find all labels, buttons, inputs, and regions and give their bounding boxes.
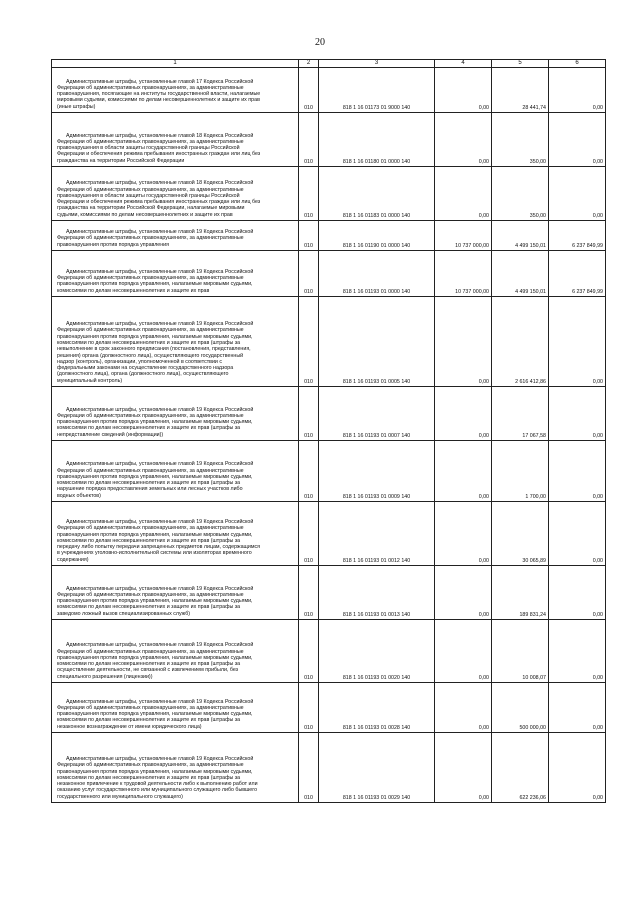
description-line: заведомо ложный вызов специализированных служб) [57, 610, 191, 617]
row-description [52, 502, 299, 566]
approved-amount-cell: 0,00 [435, 566, 492, 620]
description-line: муниципальный контроль) [57, 377, 123, 384]
description-line: специального разрешения (лицензии)) [57, 673, 153, 680]
description-line: Федерации об административных правонарушениях, за административные [57, 138, 244, 145]
row-description [52, 441, 299, 502]
approved-amount-cell: 0,00 [435, 167, 492, 221]
description-line: правонарушения против порядка управления, налагаемые мировыми судьями, [57, 531, 253, 538]
budget-code-cell: 818 1 16 01183 01 0000 140 [319, 167, 435, 221]
description-line: Федерации об административных правонарушениях, за административные [57, 591, 244, 598]
description-line: осуществление деятельности, не связанной с извлечением прибыли, без [57, 667, 239, 674]
row-description [52, 297, 299, 387]
description-line: правонарушения против порядка управления, налагаемые мировыми судьями, [57, 654, 253, 661]
description-line: комиссиями по делам несовершеннолетних и защите их прав (штрафы за [57, 604, 241, 611]
description-line: Федерации об административных правонарушениях, за административные [57, 275, 244, 282]
row-description [52, 387, 299, 441]
description-line: правонарушения против порядка управления, налагаемые мировыми судьями, [57, 711, 253, 718]
line-code-cell: 010 [299, 113, 319, 167]
approved-amount-cell: 0,00 [435, 68, 492, 113]
row-description [52, 221, 299, 251]
table-row [52, 251, 606, 297]
line-code-cell: 010 [299, 441, 319, 502]
executed-amount-cell: 2 616 412,86 [492, 297, 549, 387]
description-line: федеральными законами на осуществление государственного надзора [57, 365, 234, 372]
approved-amount-cell: 0,00 [435, 113, 492, 167]
description-line: Административные штрафы, установленные главой 19 Кодекса Российской [66, 406, 254, 413]
page-number: 20 [315, 37, 325, 48]
report-table [51, 59, 606, 803]
line-code-cell: 010 [299, 68, 319, 113]
description-line: Административные штрафы, установленные главой 18 Кодекса Российской [66, 180, 254, 187]
description-line: Административные штрафы, установленные главой 19 Кодекса Российской [66, 585, 254, 592]
description-line: Федерации об административных правонарушениях, за административные [57, 762, 244, 769]
description-line: Административные штрафы, установленные главой 19 Кодекса Российской [66, 321, 254, 328]
unexecuted-amount-cell: 0,00 [549, 733, 606, 803]
table-row [52, 502, 606, 566]
description-line: правонарушения против порядка управления, налагаемые мировыми судьями, [57, 768, 253, 775]
description-line: комиссиями по делам несовершеннолетних и защите их прав (штрафы за [57, 339, 241, 346]
description-line: правонарушения против порядка управления, налагаемые мировыми судьями, [57, 473, 253, 480]
description-line: надзор (контроль), организации, уполномоченной в соответствии с [57, 358, 222, 365]
description-line: гражданства на территории Российской Федерации, налагаемые мировыми [57, 205, 245, 212]
budget-code-cell: 818 1 16 01193 01 0020 140 [319, 620, 435, 683]
budget-code-cell: 818 1 16 01193 01 0012 140 [319, 502, 435, 566]
line-code-cell: 010 [299, 387, 319, 441]
description-line: водных объектов) [57, 492, 101, 499]
description-line: невыполнение в срок законного предписания (постановления, представления, [57, 346, 251, 353]
description-line: правонарушения в области защиты государственной границы Российской [57, 192, 240, 199]
executed-amount-cell: 1 700,00 [492, 441, 549, 502]
description-line: мировыми судьями, комиссиями по делам несовершеннолетних и защите их прав [57, 97, 260, 104]
executed-amount-cell: 500 000,00 [492, 683, 549, 733]
description-line: передачу либо попытку передачи запрещенных предметов лицам, содержащимся [57, 544, 261, 551]
table-row [52, 387, 606, 441]
unexecuted-amount-cell: 6 237 849,99 [549, 251, 606, 297]
executed-amount-cell: 350,00 [492, 167, 549, 221]
table-header-row [52, 60, 606, 68]
description-line: Административные штрафы, установленные главой 19 Кодекса Российской [66, 518, 254, 525]
budget-code-cell: 818 1 16 01193 01 0007 140 [319, 387, 435, 441]
budget-code-cell: 818 1 16 01180 01 0000 140 [319, 113, 435, 167]
description-line: Федерации об административных правонарушениях, за административные [57, 412, 244, 419]
description-line: Федерации об административных правонарушениях, за административные [57, 235, 244, 242]
executed-amount-cell: 28 441,74 [492, 68, 549, 113]
column-header: 2 [299, 60, 319, 68]
description-line: Федерации и обеспечения режима пребывания иностранных граждан или лиц без [57, 151, 261, 158]
line-code-cell: 010 [299, 620, 319, 683]
description-line: правонарушения, посягающие на институты государственной власти, налагаемые [57, 91, 261, 98]
unexecuted-amount-cell: 6 237 849,99 [549, 221, 606, 251]
line-code-cell: 010 [299, 733, 319, 803]
description-line: Административные штрафы, установленные главой 19 Кодекса Российской [66, 461, 254, 468]
description-line: комиссиями по делам несовершеннолетних и защите их прав (штрафы за [57, 774, 241, 781]
table-row [52, 566, 606, 620]
unexecuted-amount-cell: 0,00 [549, 68, 606, 113]
description-line: содержания) [57, 556, 89, 563]
line-code-cell: 010 [299, 683, 319, 733]
approved-amount-cell: 0,00 [435, 441, 492, 502]
approved-amount-cell: 0,00 [435, 387, 492, 441]
table-row [52, 441, 606, 502]
description-line: оказанию услуг государственного или муниципального служащего либо бывшего [57, 787, 258, 794]
description-line: Административные штрафы, установленные главой 19 Кодекса Российской [66, 755, 254, 762]
description-line: правонарушения против порядка управления [57, 241, 169, 248]
executed-amount-cell: 4 499 150,01 [492, 251, 549, 297]
line-code-cell: 010 [299, 251, 319, 297]
description-line: правонарушения в области защиты государственной границы Российской [57, 145, 240, 152]
row-description [52, 167, 299, 221]
approved-amount-cell: 10 737 000,00 [435, 251, 492, 297]
executed-amount-cell: 622 236,06 [492, 733, 549, 803]
column-header: 6 [549, 60, 606, 68]
description-line: незаконное привлечение к трудовой деятельности либо к выполнению работ или [57, 781, 258, 788]
description-line: Административные штрафы, установленные главой 19 Кодекса Российской [66, 268, 254, 275]
row-description [52, 683, 299, 733]
table-row [52, 113, 606, 167]
description-line: Федерации и обеспечения режима пребывания иностранных граждан или лиц без [57, 199, 261, 206]
description-line: комиссиями по делам несовершеннолетних и защите их прав (штрафы за [57, 480, 241, 487]
unexecuted-amount-cell: 0,00 [549, 620, 606, 683]
description-line: комиссиями по делам несовершеннолетних и защите их прав (штрафы за [57, 717, 241, 724]
approved-amount-cell: 0,00 [435, 502, 492, 566]
row-description [52, 68, 299, 113]
description-line: Федерации об административных правонарушениях, за административные [57, 327, 244, 334]
description-line: Административные штрафы, установленные главой 19 Кодекса Российской [66, 642, 254, 649]
description-line: Федерации об административных правонарушениях, за административные [57, 525, 244, 532]
description-line: решения) органа (должностного лица), осуществляющего государственный [57, 352, 244, 359]
description-line: правонарушения против порядка управления, налагаемые мировыми судьями, [57, 281, 253, 288]
description-line: непредставление сведений (информации)) [57, 431, 164, 438]
description-line: государственного или муниципального служащего) [57, 793, 183, 800]
line-code-cell: 010 [299, 167, 319, 221]
executed-amount-cell: 350,00 [492, 113, 549, 167]
approved-amount-cell: 10 737 000,00 [435, 221, 492, 251]
unexecuted-amount-cell: 0,00 [549, 566, 606, 620]
line-code-cell: 010 [299, 221, 319, 251]
description-line: (иные штрафы) [57, 103, 96, 110]
description-line: правонарушения против порядка управления, налагаемые мировыми судьями, [57, 419, 253, 426]
description-line: судьями, комиссиями по делам несовершеннолетних и защите их прав [57, 211, 233, 218]
budget-code-cell: 818 1 16 01193 01 0005 140 [319, 297, 435, 387]
approved-amount-cell: 0,00 [435, 683, 492, 733]
description-line: Федерации об административных правонарушениях, за административные [57, 186, 244, 193]
description-line: нарушение порядка предоставления земельных или лесных участков либо [57, 486, 243, 493]
description-line: незаконное вознаграждение от имени юридического лица) [57, 723, 202, 730]
executed-amount-cell: 189 831,24 [492, 566, 549, 620]
description-line: Административные штрафы, установленные главой 17 Кодекса Российской [66, 78, 254, 85]
executed-amount-cell: 4 499 150,01 [492, 221, 549, 251]
executed-amount-cell: 30 065,89 [492, 502, 549, 566]
column-header: 4 [435, 60, 492, 68]
description-line: гражданства на территории Российской Федерации [57, 157, 185, 164]
column-header: 5 [492, 60, 549, 68]
executed-amount-cell: 10 008,07 [492, 620, 549, 683]
description-line: правонарушения против порядка управления, налагаемые мировыми судьями, [57, 333, 253, 340]
description-line: в учреждениях уголовно-исполнительной системы или изоляторах временного [57, 550, 252, 557]
description-line: Федерации об административных правонарушениях, за административные [57, 648, 244, 655]
unexecuted-amount-cell: 0,00 [549, 167, 606, 221]
unexecuted-amount-cell: 0,00 [549, 297, 606, 387]
table-row [52, 221, 606, 251]
description-line: комиссиями по делам несовершеннолетних и защите их прав [57, 287, 210, 294]
table-row [52, 683, 606, 733]
unexecuted-amount-cell: 0,00 [549, 502, 606, 566]
description-line: Административные штрафы, установленные главой 18 Кодекса Российской [66, 132, 254, 139]
row-description [52, 620, 299, 683]
description-line: Федерации об административных правонарушениях, за административные [57, 467, 244, 474]
budget-code-cell: 818 1 16 01193 01 0013 140 [319, 566, 435, 620]
budget-code-cell: 818 1 16 01193 01 0000 140 [319, 251, 435, 297]
budget-code-cell: 818 1 16 01190 01 0000 140 [319, 221, 435, 251]
unexecuted-amount-cell: 0,00 [549, 441, 606, 502]
line-code-cell: 010 [299, 297, 319, 387]
description-line: (должностного лица), органа (должностного лица), осуществляющего [57, 371, 229, 378]
description-line: комиссиями по делам несовершеннолетних и защите их прав (штрафы за [57, 661, 241, 668]
row-description [52, 733, 299, 803]
row-description [52, 566, 299, 620]
table-row [52, 620, 606, 683]
table-row [52, 167, 606, 221]
budget-code-cell: 818 1 16 01173 01 9000 140 [319, 68, 435, 113]
column-header: 3 [319, 60, 435, 68]
row-description [52, 113, 299, 167]
table-row [52, 297, 606, 387]
approved-amount-cell: 0,00 [435, 620, 492, 683]
description-line: Федерации об административных правонарушениях, за административные [57, 704, 244, 711]
description-line: комиссиями по делам несовершеннолетних и защите их прав (штрафы за [57, 425, 241, 432]
approved-amount-cell: 0,00 [435, 733, 492, 803]
executed-amount-cell: 17 067,58 [492, 387, 549, 441]
unexecuted-amount-cell: 0,00 [549, 113, 606, 167]
budget-code-cell: 818 1 16 01193 01 0029 140 [319, 733, 435, 803]
column-header: 1 [52, 60, 299, 68]
budget-code-cell: 818 1 16 01193 01 0009 140 [319, 441, 435, 502]
table-row [52, 733, 606, 803]
unexecuted-amount-cell: 0,00 [549, 683, 606, 733]
description-line: Федерации об административных правонарушениях, за административные [57, 84, 244, 91]
budget-code-cell: 818 1 16 01193 01 0028 140 [319, 683, 435, 733]
description-line: комиссиями по делам несовершеннолетних и защите их прав (штрафы за [57, 537, 241, 544]
line-code-cell: 010 [299, 566, 319, 620]
row-description [52, 251, 299, 297]
description-line: правонарушения против порядка управления, налагаемые мировыми судьями, [57, 598, 253, 605]
description-line: Административные штрафы, установленные главой 19 Кодекса Российской [66, 698, 254, 705]
table-row [52, 68, 606, 113]
unexecuted-amount-cell: 0,00 [549, 387, 606, 441]
line-code-cell: 010 [299, 502, 319, 566]
approved-amount-cell: 0,00 [435, 297, 492, 387]
description-line: Административные штрафы, установленные главой 19 Кодекса Российской [66, 229, 254, 236]
